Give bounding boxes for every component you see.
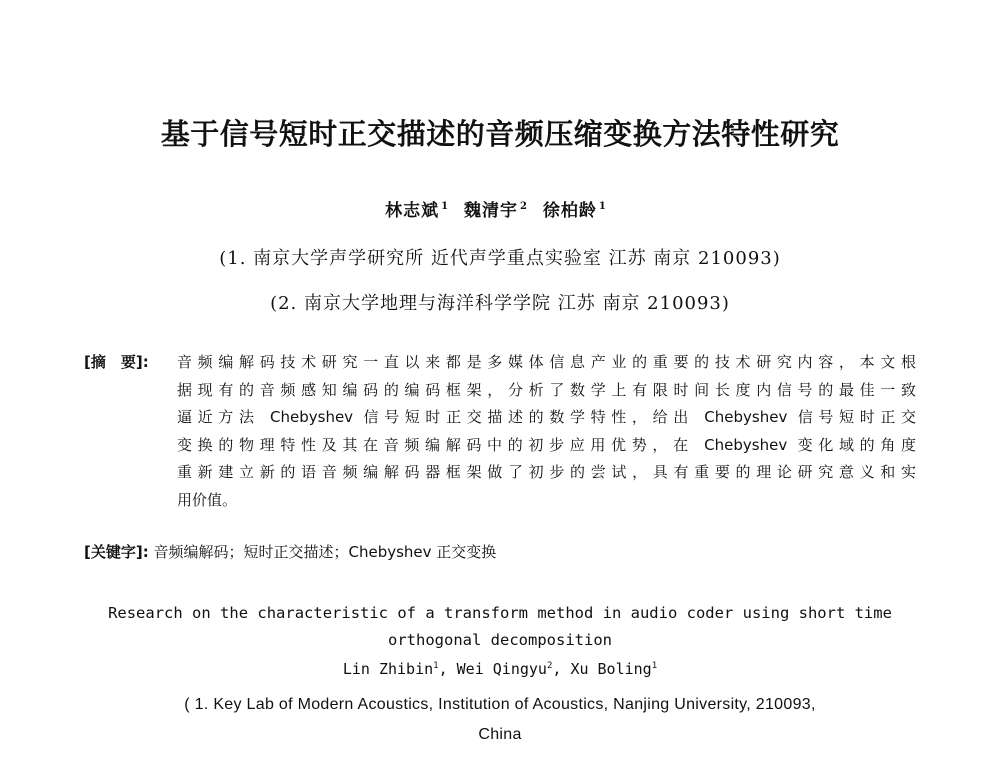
author-affiliation-mark: 1: [598, 201, 607, 212]
english-affiliation-line: ( 1. Key Lab of Modern Acoustics, Institution of Acoustics, Nanjing University, 210093,: [184, 696, 816, 713]
author-list-cn: [0, 196, 1000, 221]
english-title: [0, 600, 1000, 654]
english-affiliation-line: China: [478, 726, 522, 743]
english-title-line: Research on the characteristic of a transform method in audio coder using short time: [108, 604, 892, 622]
author-affiliation-mark: 1: [441, 201, 450, 212]
affiliation-cn-1: (1. 南京大学声学研究所 近代声学重点实验室 江苏 南京 210093): [219, 248, 781, 269]
paper-title: 基于信号短时正交描述的音频压缩变换方法特性研究: [160, 117, 840, 151]
abstract-label: [摘 要]:: [84, 353, 149, 371]
author-list-en: Lin Zhibin$^1$, Wei Qingyu$^2$, Xu Boling$^1$: [342, 660, 658, 678]
abstract-body: [177, 349, 916, 514]
keywords-label: [关键字]:: [84, 543, 149, 561]
abstract-line: 逼近方法 Chebyshev 信号短时正交描述的数学特性，给出 Chebyshev 信号短时正交: [177, 408, 916, 426]
author-name: 魏清宇: [464, 201, 519, 221]
author-affiliation-mark: 1: [651, 661, 658, 671]
author-name-en: Xu Boling: [570, 660, 652, 678]
affiliation-cn-2: (2. 南京大学地理与海洋科学学院 江苏 南京 210093): [270, 293, 730, 314]
abstract-line: 重新建立新的语音频编解码器框架做了初步的尝试，具有重要的理论研究意义和实: [177, 463, 916, 481]
abstract-line: 用价值。: [177, 490, 238, 509]
author-affiliation-mark: 2: [546, 661, 553, 671]
author-affiliation-mark: 2: [520, 201, 528, 212]
author-name: 徐柏龄: [542, 201, 597, 221]
abstract-line: 据现有的音频感知编码的编码框架，分析了数学上有限时间长度内信号的最佳一致: [177, 380, 916, 399]
keywords-text: 音频编解码；短时正交描述；Chebyshev 正交变换: [153, 543, 497, 561]
author-name: 林志斌: [385, 201, 440, 221]
keywords-section: [84, 541, 496, 562]
english-title-line: orthogonal decomposition: [388, 631, 612, 649]
author-name-en: Lin Zhibin: [342, 660, 434, 678]
english-affiliation: [0, 690, 1000, 750]
abstract-section: [84, 349, 916, 514]
author-name-en: Wei Qingyu: [456, 660, 547, 678]
author-affiliation-mark: 1: [433, 661, 439, 671]
abstract-line: 音频编解码技术研究一直以来都是多媒体信息产业的重要的技术研究内容，本文根: [177, 353, 916, 371]
abstract-line: 变换的物理特性及其在音频编解码中的初步应用优势，在 Chebyshev 变化域的角度: [177, 435, 916, 454]
